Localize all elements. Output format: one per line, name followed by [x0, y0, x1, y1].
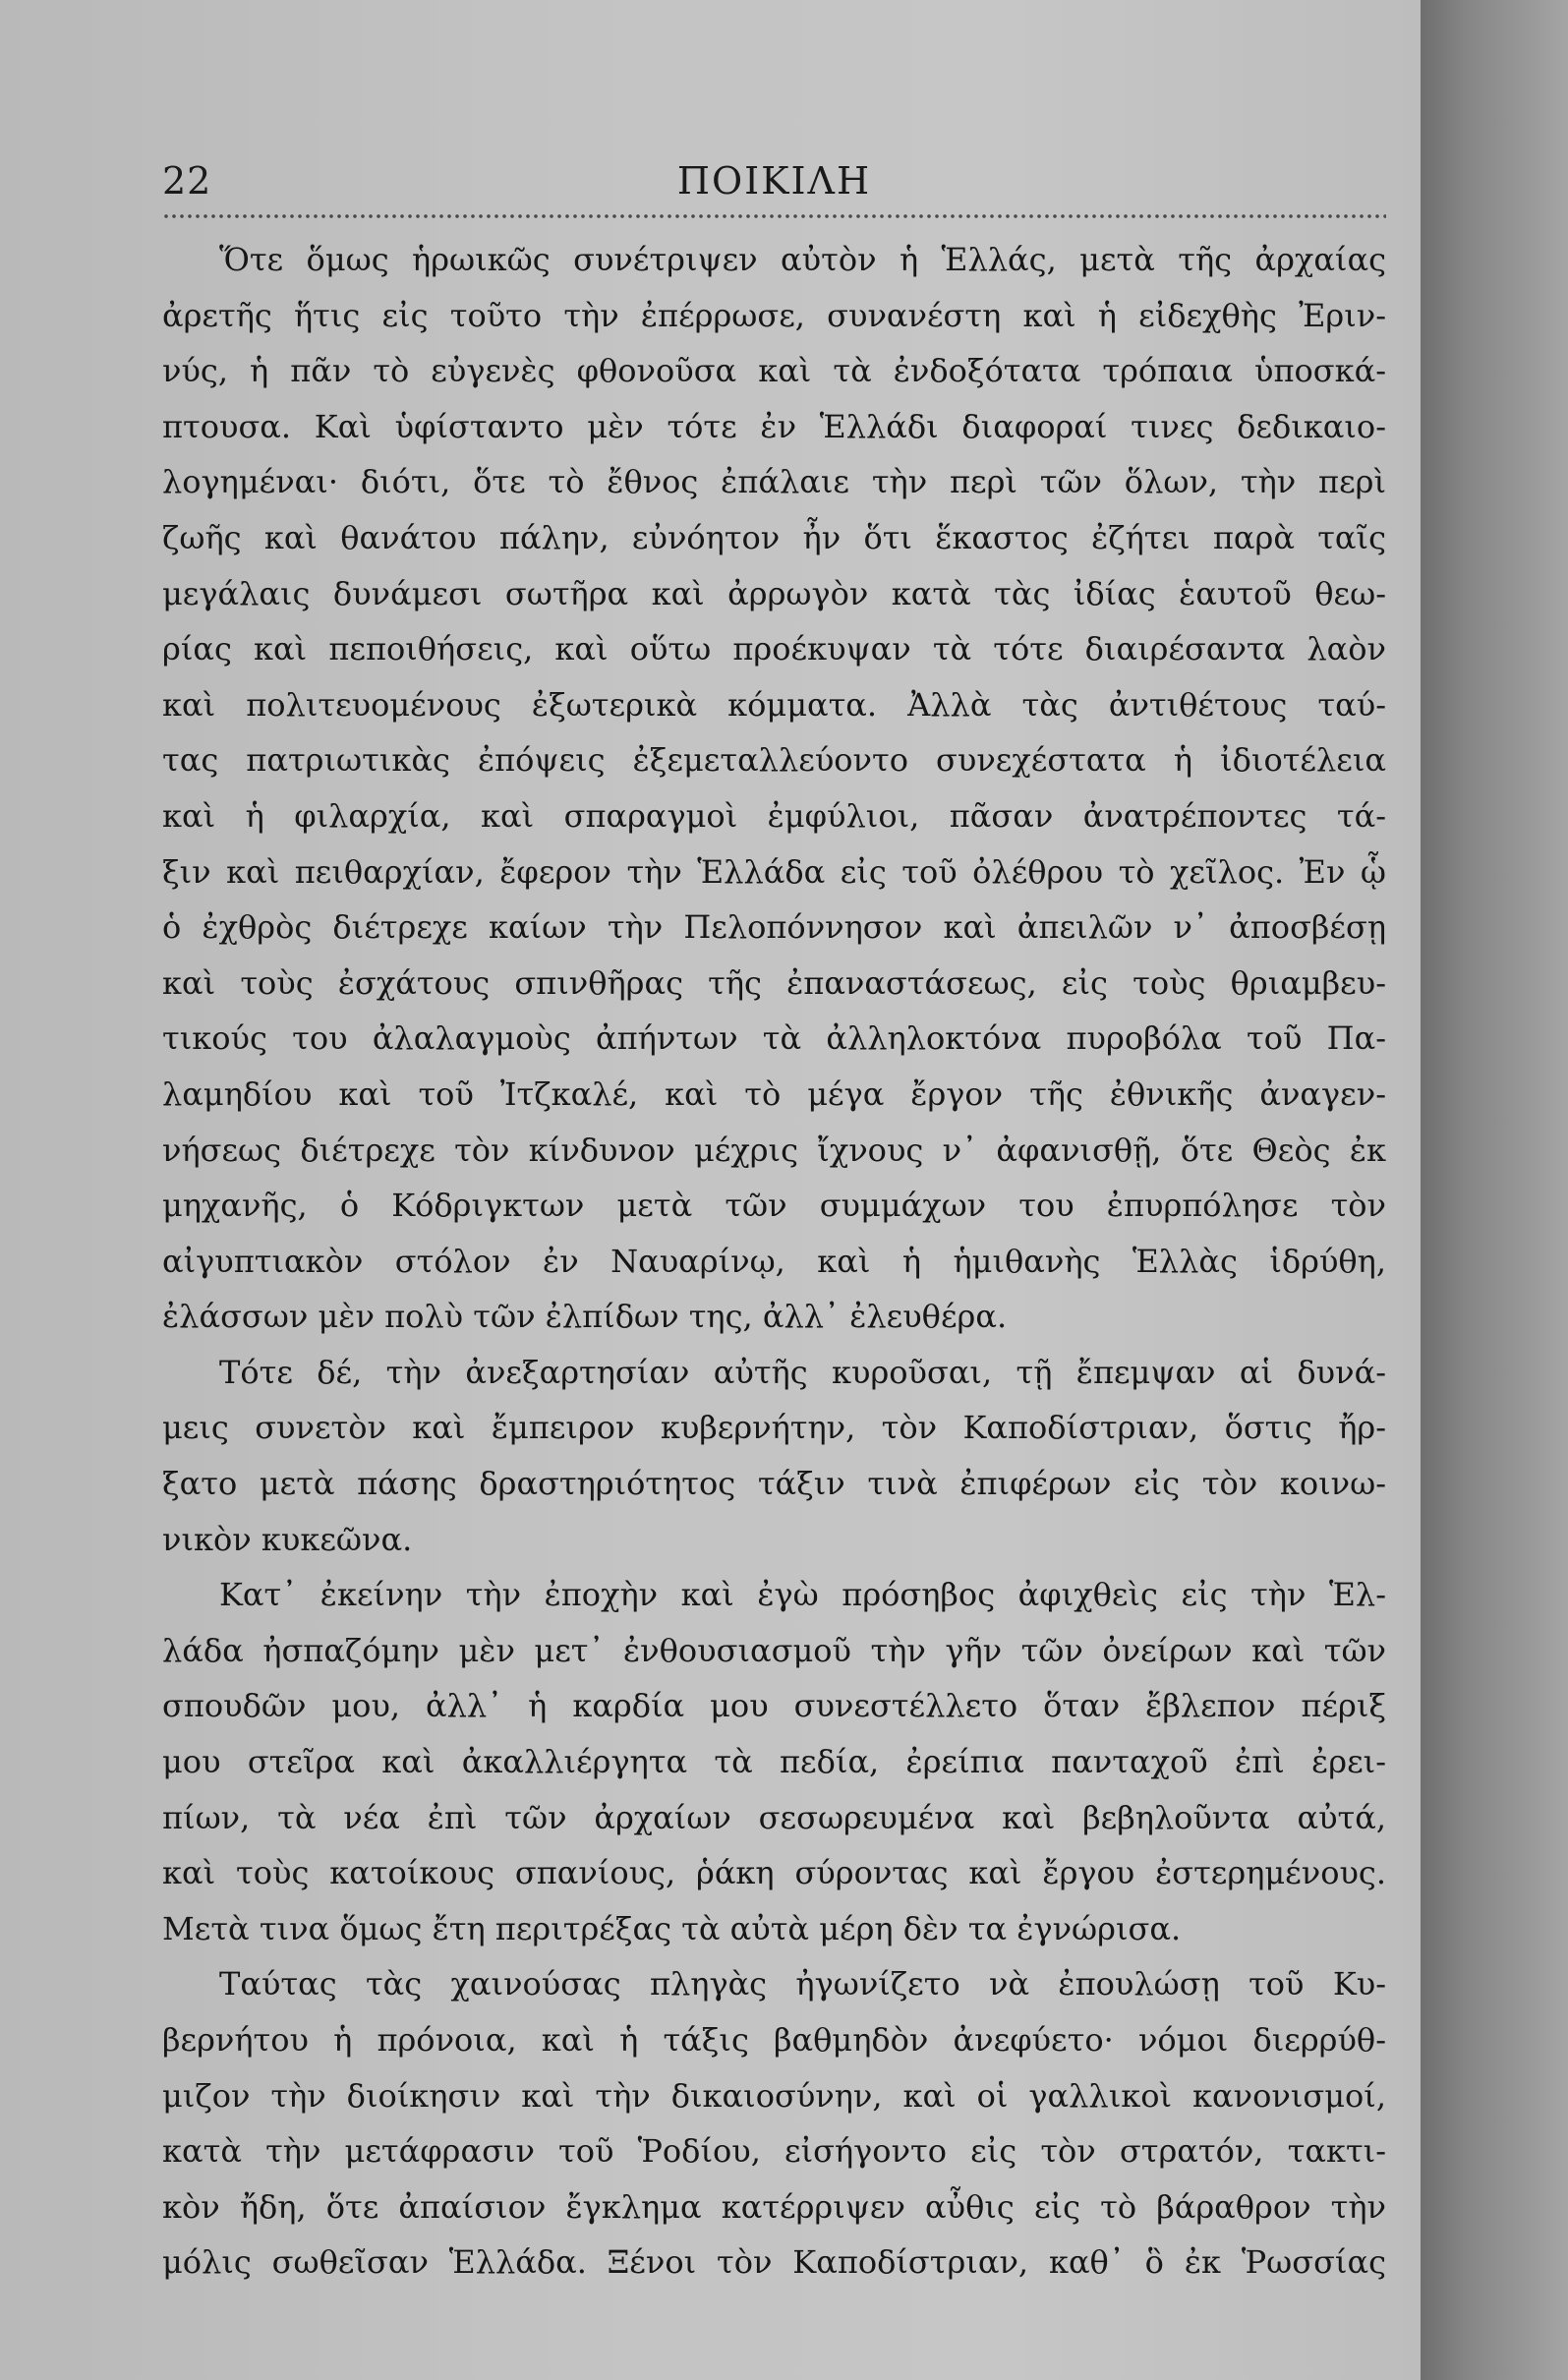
text-line: αἰγυπτιακὸν στόλον ἐν Ναυαρίνῳ, καὶ ἡ ἡμιθανὴς Ἑλλὰς ἱδρύθη, — [162, 1242, 1386, 1280]
paragraph — [162, 232, 1386, 1345]
text-line: Ταύτας τὰς χαινούσας πληγὰς ἠγωνίζετο νὰ ἐπουλώσῃ τοῦ Κυ- — [219, 1965, 1386, 2003]
text-line: μηχανῆς, ὁ Κόδριγκτων μετὰ τῶν συμμάχων του ἐπυρπόλησε τὸν — [162, 1187, 1386, 1225]
text-line: μεγάλαις δυνάμεσι σωτῆρα καὶ ἀρρωγὸν κατὰ τὰς ἰδίας ἑαυτοῦ θεω- — [162, 574, 1386, 612]
text-line: μεις συνετὸν καὶ ἔμπειρον κυβερνήτην, τὸν Καποδίστριαν, ὅστις ἤρ- — [162, 1409, 1386, 1447]
text-line: Τότε δέ, τὴν ἀνεξαρτησίαν αὐτῆς κυροῦσαι, τῇ ἔπεμψαν αἱ δυνά- — [219, 1353, 1386, 1391]
running-title: ΠΟΙΚΙΛΗ — [676, 159, 872, 203]
page-header — [162, 155, 1386, 214]
text-line: ξατο μετὰ πάσης δραστηριότητος τάξιν τινὰ ἐπιφέρων εἰς τὸν κοινω- — [162, 1465, 1386, 1503]
text-line: καὶ τοὺς κατοίκους σπανίους, ῥάκη σύροντας καὶ ἔργου ἐστερημένους. — [162, 1854, 1386, 1892]
paragraph — [162, 1345, 1386, 1567]
page-number: 22 — [162, 159, 212, 203]
paragraph — [162, 1956, 1386, 2291]
text-line: ζωῆς καὶ θανάτου πάλην, εὐνόητον ἦν ὅτι ἕκαστος ἐζήτει παρὰ ταῖς — [162, 518, 1386, 556]
text-line: κὸν ἤδη, ὅτε ἀπαίσιον ἔγκλημα κατέρριψεν αὖθις εἰς τὸ βάραθρον τὴν — [162, 2187, 1386, 2226]
text-line: καὶ ἡ φιλαρχία, καὶ σπαραγμοὶ ἐμφύλιοι, πᾶσαν ἀνατρέποντες τά- — [162, 796, 1386, 835]
text-line: κατὰ τὴν μετάφρασιν τοῦ Ῥοδίου, εἰσήγοντο εἰς τὸν στρατόν, τακτι- — [162, 2132, 1386, 2171]
text-line: νήσεως διέτρεχε τὸν κίνδυνον μέχρις ἴχνους ν᾽ ἀφανισθῇ, ὅτε Θεὸς ἐκ — [162, 1131, 1386, 1169]
text-line: λογημέναι· διότι, ὅτε τὸ ἔθνος ἐπάλαιε τὴν περὶ τῶν ὅλων, τὴν περὶ — [162, 463, 1386, 501]
text-line: λαμηδίου καὶ τοῦ Ἰτζκαλέ, καὶ τὸ μέγα ἔργον τῆς ἐθνικῆς ἀναγεν- — [162, 1074, 1386, 1113]
text-line: νύς, ἡ πᾶν τὸ εὐγενὲς φθονοῦσα καὶ τὰ ἐνδοξότατα τρόπαια ὑποσκά- — [162, 352, 1386, 390]
text-line: ρίας καὶ πεποιθήσεις, καὶ οὕτω προέκυψαν τὰ τότε διαιρέσαντα λαὸν — [162, 630, 1386, 668]
text-line: Κατ᾽ ἐκείνην τὴν ἐποχὴν καὶ ἐγὼ πρόσηβος ἀφιχθεὶς εἰς τὴν Ἑλ- — [219, 1576, 1386, 1614]
text-line: λάδα ἠσπαζόμην μὲν μετ᾽ ἐνθουσιασμοῦ τὴν γῆν τῶν ὀνείρων καὶ τῶν — [162, 1631, 1386, 1669]
text-line: Ὅτε ὅμως ἡρωικῶς συνέτριψεν αὐτὸν ἡ Ἑλλάς, μετὰ τῆς ἀρχαίας — [219, 241, 1386, 278]
text-line: πτουσα. Καὶ ὑφίσταντο μὲν τότε ἐν Ἑλλάδι διαφοραί τινες δεδικαιο- — [162, 407, 1386, 445]
body-text — [162, 232, 1386, 2291]
text-line: καὶ πολιτευομένους ἐξωτερικὰ κόμματα. Ἀλλὰ τὰς ἀντιθέτους ταύ- — [162, 685, 1386, 724]
text-line: καὶ τοὺς ἐσχάτους σπινθῆρας τῆς ἐπαναστάσεως, εἰς τοὺς θριαμβευ- — [162, 963, 1386, 1002]
text-line: ἐλάσσων μὲν πολὺ τῶν ἐλπίδων της, ἀλλ᾽ ἐλευθέρα. — [162, 1298, 1008, 1336]
text-line: σπουδῶν μου, ἀλλ᾽ ἡ καρδία μου συνεστέλλετο ὅταν ἔβλεπον πέριξ — [162, 1687, 1386, 1725]
paragraph — [162, 1567, 1386, 1956]
text-line: μιζον τὴν διοίκησιν καὶ τὴν δικαιοσύνην, καὶ οἱ γαλλικοὶ κανονισμοί, — [162, 2076, 1386, 2115]
text-line: τικούς του ἀλαλαγμοὺς ἀπήντων τὰ ἀλληλοκτόνα πυροβόλα τοῦ Πα- — [162, 1019, 1386, 1058]
text-line: βερνήτου ἡ πρόνοια, καὶ ἡ τάξις βαθμηδὸν ἀνεφύετο· νόμοι διερρύθ- — [162, 2021, 1386, 2059]
text-line: νικὸν κυκεῶνα. — [162, 1520, 413, 1558]
header-rule — [162, 214, 1386, 218]
text-line: πίων, τὰ νέα ἐπὶ τῶν ἀρχαίων σεσωρευμένα καὶ βεβηλοῦντα αὐτά, — [162, 1798, 1386, 1836]
book-gutter — [1421, 0, 1568, 2380]
text-line: μόλις σωθεῖσαν Ἑλλάδα. Ξένοι τὸν Καποδίστριαν, καθ᾽ ὃ ἐκ Ῥωσσίας — [162, 2243, 1386, 2282]
text-line: τας πατριωτικὰς ἐπόψεις ἐξεμεταλλεύοντο συνεχέστατα ἡ ἰδιοτέλεια — [162, 741, 1386, 780]
text-line: ξιν καὶ πειθαρχίαν, ἔφερον τὴν Ἑλλάδα εἰς τοῦ ὀλέθρου τὸ χεῖλος. Ἐν ᾧ — [162, 852, 1386, 891]
text-line: Μετὰ τινα ὅμως ἔτη περιτρέξας τὰ αὐτὰ μέρη δὲν τα ἐγνώρισα. — [162, 1909, 1182, 1947]
text-line: ἀρετῆς ἥτις εἰς τοῦτο τὴν ἐπέρρωσε, συνανέστη καὶ ἡ εἰδεχθὴς Ἐριν- — [162, 296, 1386, 334]
text-line: μου στεῖρα καὶ ἀκαλλιέργητα τὰ πεδία, ἐρείπια πανταχοῦ ἐπὶ ἐρει- — [162, 1743, 1386, 1781]
text-line: ὁ ἐχθρὸς διέτρεχε καίων τὴν Πελοπόννησον καὶ ἀπειλῶν ν᾽ ἀποσβέσῃ — [162, 908, 1386, 947]
